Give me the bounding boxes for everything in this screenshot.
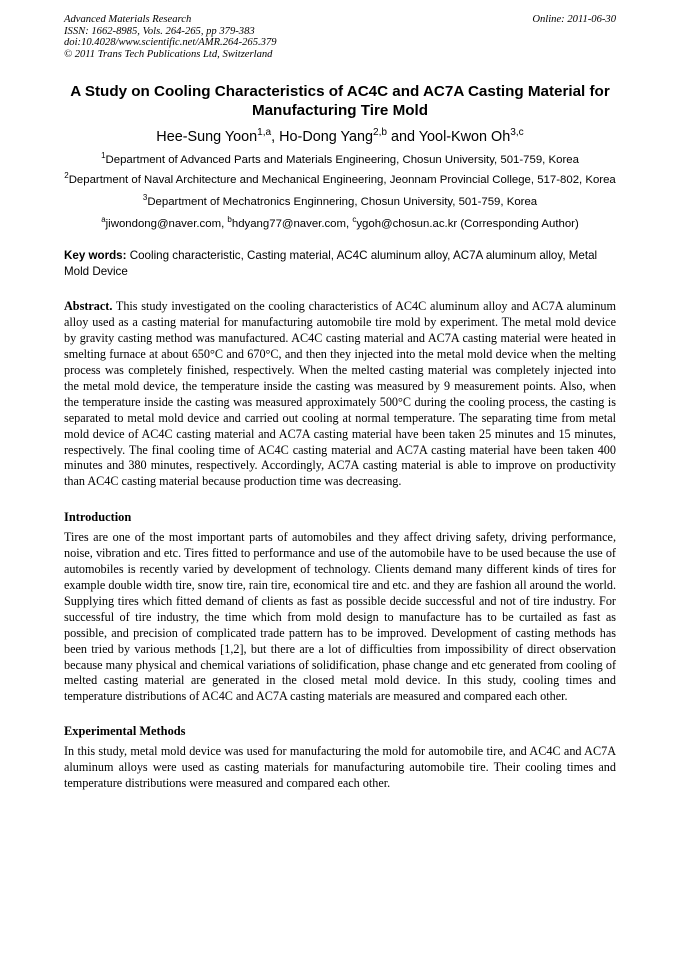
affiliation-text: Department of Advanced Parts and Materials Engineering, Chosun University, 501-759, Korea [105, 154, 579, 167]
affiliation-1 [64, 152, 616, 169]
doi-line: doi:10.4028/www.scientific.net/AMR.264-265.379 [64, 37, 277, 49]
keywords-label: Key words: [64, 249, 127, 263]
affiliation-superscript: 3 [142, 193, 148, 203]
email-link[interactable]: hdyang77@naver.com [231, 218, 347, 231]
email-superscript: c [352, 215, 357, 225]
email-separator: , [346, 218, 353, 231]
paper-title: A Study on Cooling Characteristics of AC4C and AC7A Casting Material for Manufacturing Tire Mold [70, 83, 610, 120]
email-separator: (Corresponding Author) [457, 218, 579, 231]
copyright-line: © 2011 Trans Tech Publications Ltd, Switzerland [64, 48, 273, 60]
paper-page [64, 14, 616, 792]
keywords-block [64, 248, 616, 280]
author-superscript: 1,a [257, 127, 272, 139]
experimental-methods-paragraph: In this study, metal mold device was used for manufacturing the mold for automobile tire, and AC4C and AC7A aluminum alloys were used as casting materials for manufacturing automobile tire. Their cooling times and temperature distributions were measured and compared each other. [64, 744, 616, 791]
online-date: Online: 2011-06-30 [532, 14, 616, 25]
email-superscript: a [101, 215, 106, 225]
issn-line: ISSN: 1662-8985, Vols. 264-265, pp 379-383 [64, 25, 255, 37]
affiliation-text: Department of Naval Architecture and Mechanical Engineering, Jeonnam Provincial College, 517-802, Korea [68, 174, 616, 187]
affiliation-superscript: 2 [64, 171, 69, 181]
affiliation-superscript: 1 [101, 151, 106, 161]
introduction-paragraph: Tires are one of the most important parts of automobiles and they affect driving safety, driving performance, noise, vibration and etc. Tires fitted to performance and use of the automobile have to be used because the use of automobiles is recently varied by development of technology. Clients demand many different kinds of tires for example double width tire, snow tire, rain tire, economical tire and etc. and they are fashion all around the world. Supplying tires which fitted demand of clients as fast as possible decide successful and not of tire industry. For successful of tire industry, the time which from mold design to manufacture has to be curtailed as fast as possible, and precision of complicated trade pattern has to be improved. Development of casting methods has been tried by various methods [1,2], but there are a lot of difficulties from impossibility of direct observation because many physical and chemical variations of solidification, phase change and etc generated from cooling of melted casting material are generated in the closed metal mold device. In this study, cooling times and temperature distributions of AC4C and AC7A casting materials are measured and compared each other. [64, 530, 616, 704]
author-separator: , [271, 129, 280, 146]
abstract-label: Abstract. [64, 299, 113, 314]
experimental-methods-heading: Experimental Methods [64, 724, 186, 739]
affiliation-3 [64, 194, 616, 211]
author-name: Ho-Dong Yang [279, 129, 374, 146]
author-list [64, 128, 616, 147]
author-superscript: 3,c [510, 127, 524, 139]
journal-header [64, 14, 616, 60]
email-link[interactable]: ygoh@chosun.ac.kr [356, 218, 458, 231]
affiliation-text: Department of Mechatronics Enginnering, Chosun University, 501-759, Korea [147, 196, 538, 209]
journal-name: Advanced Materials Research [64, 14, 192, 25]
abstract-block [64, 299, 616, 490]
author-separator: and [387, 129, 419, 146]
author-name: Yool-Kwon Oh [418, 129, 511, 146]
email-separator: , [221, 218, 228, 231]
author-superscript: 2,b [373, 127, 388, 139]
author-name: Hee-Sung Yoon [156, 129, 258, 146]
keywords-text: Cooling characteristic, Casting material, AC4C aluminum alloy, AC7A aluminum alloy, Metal Mold Device [64, 249, 598, 279]
email-superscript: b [227, 215, 232, 225]
email-list [64, 216, 616, 233]
affiliation-2 [64, 172, 616, 189]
email-link[interactable]: jiwondong@naver.com [105, 218, 222, 231]
introduction-heading: Introduction [64, 510, 132, 525]
abstract-text: This study investigated on the cooling characteristics of AC4C aluminum alloy and AC7A aluminum alloy used as a casting material for manufacturing automobile tire mold by experiment. The metal mold device by gravity casting method was manufactured. AC4C casting material and AC7A casting material were heated in smelting furnace at about 650°C and 670°C, and then they injected into the metal mold device when the melting process was completely finished, respectively. When the melted casting material was completely injected into the metal mold device, the temperature inside the casting was measured by 9 measurement points. Also, when the temperature inside the casting was measured approximately 500°C during the cooling process, the casting is separated to metal mold device and carried out cooling at normal temperature. The separating time from metal mold device of AC4C casting material and AC7A casting material have been taken 25 minutes and 15 minutes, respectively. The final cooling time of AC4C casting material and AC7A casting material have been taken 400 minutes and 380 minutes, respectively. Accordingly, AC7A casting material is able to improve on productivity than AC4C casting material because production time was decreasing. [64, 299, 616, 489]
